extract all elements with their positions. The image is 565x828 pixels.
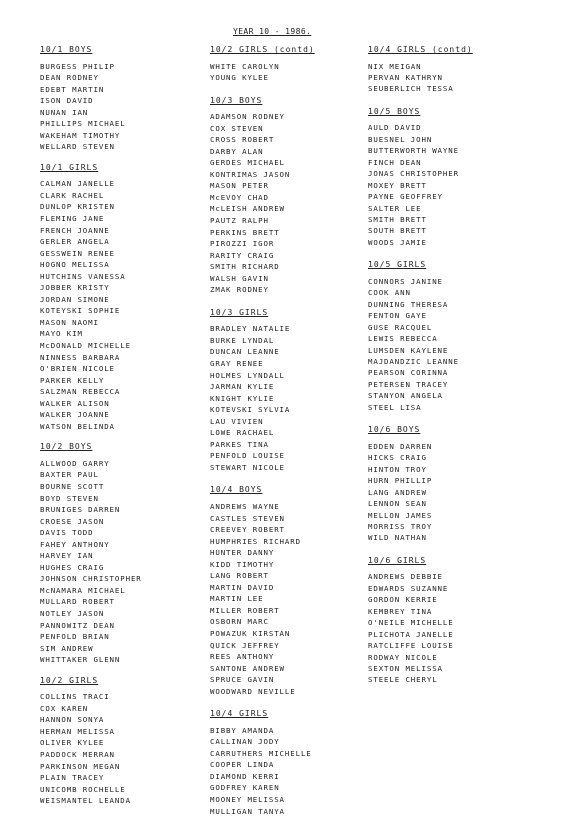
student-name: GRAY RENEE [210, 358, 264, 368]
student-name: HINTON TROY [368, 464, 427, 474]
student-name: STEELE CHERYL [368, 675, 438, 685]
student-name: WAKEHAM TIMOTHY [40, 130, 121, 140]
student-name: NOTLEY JASON [40, 609, 105, 619]
student-name: McDONALD MICHELLE [40, 341, 131, 351]
student-name: HERMAN MELISSA [40, 726, 115, 736]
student-name: BOYD STEVEN [40, 493, 99, 503]
student-name: ISON DAVID [40, 96, 94, 106]
student-name: KEMBREY TINA [368, 606, 433, 616]
section-heading: 10/5 GIRLS [368, 260, 427, 270]
class-section [210, 307, 390, 474]
student-name: LANG ROBERT [210, 571, 269, 581]
student-name: DAVIS TODD [40, 528, 94, 538]
student-name: LENNON SEAN [368, 499, 427, 509]
section-heading: 10/3 BOYS [210, 95, 263, 105]
student-name: ANDREWS WAYNE [210, 501, 280, 511]
name-list [40, 691, 220, 806]
student-name: SALTER LEE [368, 203, 422, 213]
student-name: YOUNG KYLEE [210, 73, 269, 83]
student-name: DIAMOND KERRI [210, 771, 280, 781]
student-name: PADDOCK MERRAN [40, 749, 115, 759]
name-list [210, 61, 390, 84]
student-name: WALKER JOANNE [40, 410, 110, 420]
column-1 [40, 44, 220, 816]
student-name: AULD DAVID [368, 123, 422, 133]
student-name: HANNON SONYA [40, 715, 105, 725]
student-name: GERDES MICHAEL [210, 158, 285, 168]
student-name: MASON PETER [210, 181, 269, 191]
student-name: CLARK RACHEL [40, 190, 105, 200]
student-name: HOGNO MELISSA [40, 260, 110, 270]
name-list [368, 571, 548, 686]
student-name: ANDREWS DEBBIE [368, 572, 443, 582]
student-name: DARBY ALAN [210, 146, 264, 156]
student-name: PAUTZ RALPH [210, 216, 269, 226]
class-section [40, 675, 220, 807]
student-name: BAXTER PAUL [40, 470, 99, 480]
student-name: ADAMSON RODNEY [210, 112, 285, 122]
student-name: PIROZZI IGOR [210, 239, 275, 249]
student-name: HUNTER DANNY [210, 548, 275, 558]
student-name: NIX MEIGAN [368, 61, 422, 71]
student-name: HICKS CRAIG [368, 453, 427, 463]
student-name: COX KAREN [40, 703, 89, 713]
student-name: MARTIN LEE [210, 594, 264, 604]
column-3 [368, 44, 548, 697]
student-name: PAYNE GEOFFREY [368, 192, 443, 202]
student-name: PETERSEN TRACEY [368, 379, 449, 389]
student-name: MOONEY MELISSA [210, 795, 285, 805]
student-name: MILLER ROBERT [210, 605, 280, 615]
student-name: PARKINSON MEGAN [40, 761, 121, 771]
section-heading: 10/6 BOYS [368, 425, 421, 435]
student-name: REES ANTHONY [210, 652, 275, 662]
student-name: O'BRIEN NICOLE [40, 364, 115, 374]
student-name: EDEBT MARTIN [40, 84, 105, 94]
class-section [210, 44, 390, 84]
student-name: DUNNING THERESA [368, 299, 449, 309]
student-name: HURN PHILLIP [368, 476, 433, 486]
student-name: QUICK JEFFREY [210, 640, 280, 650]
student-name: CALMAN JANELLE [40, 179, 115, 189]
student-name: PLICHOTA JANELLE [368, 629, 454, 639]
name-list [210, 323, 390, 473]
student-name: KIDD TIMOTHY [210, 559, 275, 569]
student-name: EDWARDS SUZANNE [368, 583, 449, 593]
student-name: STEWART NICOLE [210, 462, 285, 472]
student-name: FAHEY ANTHONY [40, 539, 110, 549]
student-name: PEARSON CORINNA [368, 368, 449, 378]
class-section [40, 441, 220, 665]
student-name: DUNLOP KRISTEN [40, 202, 115, 212]
student-name: WHITE CAROLYN [210, 61, 280, 71]
student-name: CARRUTHERS MICHELLE [210, 748, 312, 758]
student-name: STANYON ANGELA [368, 391, 443, 401]
student-name: SPRUCE GAVIN [210, 675, 275, 685]
student-name: SEUBERLICH TESSA [368, 84, 454, 94]
student-name: McEVOY CHAD [210, 192, 269, 202]
student-name: KONTRIMAS JASON [210, 169, 291, 179]
student-name: O'NEILE MICHELLE [368, 618, 454, 628]
name-list [210, 725, 390, 817]
class-section [210, 95, 390, 296]
student-name: WEISMANTEL LEANDA [40, 796, 131, 806]
student-name: WHITTAKER GLENN [40, 655, 121, 665]
student-name: WALSH GAVIN [210, 273, 269, 283]
student-name: JARMAN KYLIE [210, 382, 275, 392]
student-name: COOK ANN [368, 288, 411, 298]
page-title: YEAR 10 - 1986. [233, 27, 312, 36]
student-name: CALLINAN JODY [210, 737, 280, 747]
student-name: LUMSDEN KAYLENE [368, 345, 449, 355]
student-name: JOHNSON CHRISTOPHER [40, 574, 142, 584]
student-name: SEXTON MELISSA [368, 663, 443, 673]
student-name: MARTIN DAVID [210, 582, 275, 592]
student-name: GESSWEIN RENEE [40, 248, 115, 258]
class-section [210, 708, 390, 817]
student-name: BUTTERWORTH WAYNE [368, 146, 459, 156]
student-name: MOXEY BRETT [368, 180, 427, 190]
student-name: HOLMES LYNDALL [210, 370, 285, 380]
student-name: MULLIGAN TANYA [210, 806, 285, 816]
student-name: PARKES TINA [210, 439, 269, 449]
student-name: CASTLES STEVEN [210, 513, 285, 523]
class-section [210, 484, 390, 697]
student-name: JOBBER KRISTY [40, 283, 110, 293]
section-heading: 10/6 GIRLS [368, 555, 427, 565]
student-name: SIM ANDREW [40, 643, 94, 653]
class-section [368, 106, 548, 248]
student-name: RATCLIFFE LOUISE [368, 641, 454, 651]
student-name: FLEMING JANE [40, 214, 105, 224]
student-name: KNIGHT KYLIE [210, 393, 275, 403]
student-name: MAJDANDZIC LEANNE [368, 357, 459, 367]
student-name: PLAIN TRACEY [40, 773, 105, 783]
student-name: LOWE RACHAEL [210, 428, 275, 438]
name-list [368, 441, 548, 544]
section-heading: 10/4 GIRLS [210, 709, 269, 719]
section-heading: 10/4 GIRLS (contd) [368, 45, 473, 54]
student-name: RODWAY NICOLE [368, 652, 438, 662]
section-heading: 10/4 BOYS [210, 485, 263, 495]
student-name: BURKE LYNDAL [210, 335, 275, 345]
student-name: GERLER ANGELA [40, 237, 110, 247]
student-name: LANG ANDREW [368, 487, 427, 497]
column-2 [210, 44, 390, 828]
class-section [40, 162, 220, 433]
name-list [368, 61, 548, 95]
student-name: HUMPHRIES RICHARD [210, 536, 301, 546]
class-section [368, 259, 548, 413]
student-name: EDDEN DARREN [368, 441, 433, 451]
student-name: BRUNIGES DARREN [40, 505, 121, 515]
student-name: GORDON KERRIE [368, 595, 438, 605]
student-name: ZMAK RODNEY [210, 285, 269, 295]
student-name: BOURNE SCOTT [40, 482, 105, 491]
student-name: MULLARD ROBERT [40, 597, 115, 607]
section-heading: 10/2 BOYS [40, 442, 93, 452]
student-name: GUSE RACQUEL [368, 322, 433, 332]
student-name: FRENCH JOANNE [40, 225, 110, 235]
student-name: PENFOLD LOUISE [210, 451, 285, 461]
student-name: CROESE JASON [40, 516, 105, 526]
student-name: WOODS JAMIE [368, 237, 427, 247]
name-list [368, 122, 548, 248]
student-name: DEAN RODNEY [40, 73, 99, 83]
section-heading: 10/1 BOYS [40, 45, 93, 54]
student-name: MASON NAOMI [40, 317, 99, 327]
student-name: FINCH DEAN [368, 157, 422, 167]
student-name: BIBBY AMANDA [210, 725, 275, 735]
student-name: SANTONE ANDREW [210, 663, 285, 673]
student-name: KOTEVSKI SYLVIA [210, 405, 291, 415]
name-list [368, 276, 548, 413]
class-section [40, 44, 220, 153]
student-name: STEEL LISA [368, 402, 422, 412]
student-name: NUNAN IAN [40, 107, 89, 117]
class-section [368, 555, 548, 686]
student-name: HUTCHINS VANESSA [40, 271, 126, 281]
student-name: MELLON JAMES [368, 510, 433, 520]
section-heading: 10/5 BOYS [368, 106, 421, 116]
student-name: SMITH BRETT [368, 214, 427, 224]
student-name: PHILLIPS MICHAEL [40, 119, 126, 129]
student-name: WILD NATHAN [368, 533, 427, 543]
student-name: FENTON GAYE [368, 311, 427, 321]
student-name: CONNORS JANINE [368, 276, 443, 286]
student-name: BUESNEL JOHN [368, 134, 433, 144]
section-heading: 10/2 GIRLS [40, 675, 99, 685]
student-name: JONAS CHRISTOPHER [368, 169, 459, 179]
student-name: OSBORN MARC [210, 617, 269, 627]
student-name: CREEVEY ROBERT [210, 525, 285, 535]
student-name: SALZMAN REBECCA [40, 387, 121, 397]
section-heading: 10/2 GIRLS (contd) [210, 45, 315, 54]
student-name: HUGHES CRAIG [40, 562, 105, 572]
name-list [40, 61, 220, 153]
student-name: CROSS ROBERT [210, 135, 275, 145]
student-name: LAU VIVIEN [210, 416, 264, 426]
student-name: PERKINS BRETT [210, 227, 280, 237]
student-name: MAYO KIM [40, 329, 83, 339]
student-name: McLEISH ANDREW [210, 204, 285, 214]
student-name: COOPER LINDA [210, 760, 275, 770]
student-name: WALKER ALISON [40, 398, 110, 408]
class-section [368, 44, 548, 95]
section-heading: 10/1 GIRLS [40, 162, 99, 172]
student-name: SMITH RICHARD [210, 262, 280, 272]
student-name: COX STEVEN [210, 123, 264, 133]
student-name: JORDAN SIMONE [40, 294, 110, 304]
student-name: WATSON BELINDA [40, 421, 115, 431]
student-name: COLLINS TRACI [40, 692, 110, 702]
student-name: OLIVER KYLEE [40, 738, 105, 748]
student-name: GODFREY KAREN [210, 783, 280, 793]
student-name: WELLARD STEVEN [40, 142, 115, 152]
class-section [368, 424, 548, 544]
student-name: LEWIS REBECCA [368, 334, 438, 344]
student-name: PENFOLD BRIAN [40, 632, 110, 642]
name-list [40, 458, 220, 666]
student-name: POWAZUK KIRSTAN [210, 628, 291, 638]
student-name: MORRISS TROY [368, 521, 433, 531]
student-name: PERVAN KATHRYN [368, 72, 443, 82]
student-name: SOUTH BRETT [368, 226, 427, 236]
student-name: PARKER KELLY [40, 375, 105, 385]
student-name: ALLWOOD GARRY [40, 458, 110, 468]
student-name: BURGESS PHILIP [40, 61, 115, 71]
name-list [210, 501, 390, 697]
student-name: DUNCAN LEANNE [210, 347, 280, 357]
student-name: UNICOMB ROCHELLE [40, 784, 126, 794]
student-name: WOODWARD NEVILLE [210, 686, 296, 696]
student-name: PANNOWITZ DEAN [40, 620, 115, 630]
student-name: HARVEY IAN [40, 551, 94, 561]
section-heading: 10/3 GIRLS [210, 307, 269, 317]
name-list [40, 178, 220, 432]
student-name: BRADLEY NATALIE [210, 324, 291, 334]
name-list [210, 111, 390, 296]
student-name: McNAMARA MICHAEL [40, 585, 126, 595]
student-name: NINNESS BARBARA [40, 352, 121, 362]
student-name: KOTEYSKI SOPHIE [40, 306, 121, 316]
student-name: RARITY CRAIG [210, 250, 275, 260]
